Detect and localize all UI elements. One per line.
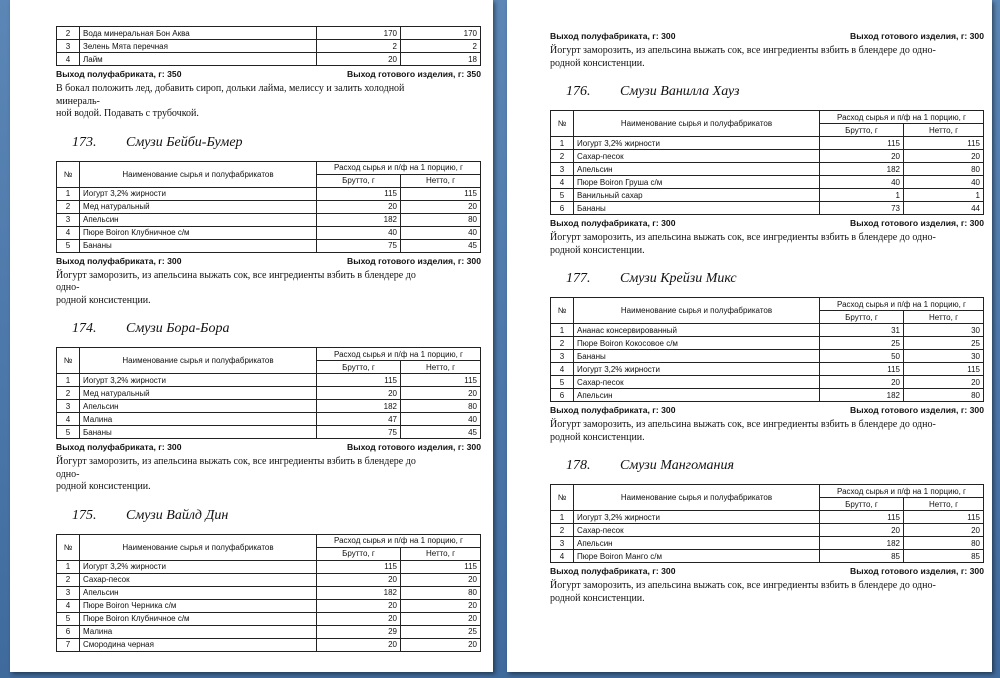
recipe-name: Смузи Бора-Бора [126,321,230,336]
ingredient-name: Апельсин [574,537,820,550]
table-row [57,187,481,200]
ingredient-name: Пюре Boiron Клубничное с/м [80,612,317,625]
gross-value: 115 [819,511,903,524]
recipe-name: Смузи Вайлд Дин [126,507,229,523]
row-number: 2 [57,27,80,40]
net-value: 20 [400,387,480,400]
yield-semi: Выход полуфабриката, г: 300 [550,405,676,415]
row-number: 4 [57,53,80,66]
header-gross: Брутто, г [819,311,903,324]
yield-semi: Выход полуфабриката, г: 300 [56,442,182,452]
yield-final: Выход готового изделия, г: 300 [850,405,984,415]
header-usage: Расход сырья и п/ф на 1 порцию, г [819,485,983,498]
table-row [551,550,984,563]
ingredient-name: Сахар-песок [574,150,820,163]
gross-value: 29 [316,625,400,638]
net-value: 80 [400,213,480,226]
gross-value: 1 [819,189,903,202]
row-number: 4 [57,226,80,239]
gross-value: 170 [317,27,401,40]
table-header-row [551,298,984,311]
table-row [57,374,481,387]
ingredient-name: Пюре Boiron Манго с/м [574,550,820,563]
preparation-line: Йогурт заморозить, из апельсина выжать сок, все ингредиенты взбить в блендере до одно- [550,232,936,243]
preparation-text [550,45,944,70]
table-row [57,426,481,439]
table-row [57,599,481,612]
recipe-number: 177. [566,271,591,286]
table-row [551,337,984,350]
row-number: 6 [551,389,574,402]
ingredient-name: Бананы [80,239,317,252]
ingredient-name: Мед натуральный [80,387,317,400]
recipe-number: 173. [72,134,97,150]
gross-value: 115 [316,560,400,573]
net-value: 115 [903,363,983,376]
recipe-name: Смузи Ванилла Хауз [620,84,740,99]
ingredients-table [56,534,481,652]
preparation-line: ной водой. Подавать с трубочкой. [56,108,199,119]
header-name: Наименование сырья и полуфабрикатов [80,161,317,187]
header-usage: Расход сырья и п/ф на 1 порцию, г [819,298,983,311]
recipe-title [566,458,984,474]
document-page-left [10,0,493,672]
row-number: 3 [551,163,574,176]
table-row [57,27,481,40]
preparation-line: Йогурт заморозить, из апельсина выжать сок, все ингредиенты взбить в блендере до одно- [550,580,936,591]
ingredients-table [56,161,481,253]
row-number: 6 [551,202,574,215]
table-header-row [551,111,984,124]
table-row [551,363,984,376]
table-header-row [551,485,984,498]
ingredients-table [550,484,984,563]
ingredient-name: Смородина черная [80,638,317,651]
table-row [551,163,984,176]
net-value: 20 [400,599,480,612]
recipe-name: Смузи Мангомания [620,458,734,473]
ingredient-name: Иогурт 3,2% жирности [574,137,820,150]
gross-value: 182 [316,213,400,226]
ingredient-name: Лайм [80,53,317,66]
table-row [551,324,984,337]
header-no: № [551,298,574,324]
yield-line [550,31,984,41]
gross-value: 40 [819,176,903,189]
net-value: 1 [903,189,983,202]
yield-line [550,566,984,576]
net-value: 25 [400,625,480,638]
net-value: 25 [903,337,983,350]
net-value: 20 [903,524,983,537]
ingredient-name: Мед натуральный [80,200,317,213]
header-no: № [57,348,80,374]
table-row [57,400,481,413]
row-number: 1 [57,560,80,573]
ingredient-name: Ананас консервированный [574,324,820,337]
preparation-line: родной консистенции. [550,592,645,604]
row-number: 7 [57,638,80,651]
row-number: 2 [57,573,80,586]
yield-final: Выход готового изделия, г: 300 [850,566,984,576]
net-value: 18 [401,53,481,66]
ingredient-name: Иогурт 3,2% жирности [80,560,317,573]
gross-value: 115 [316,187,400,200]
header-name: Наименование сырья и полуфабрикатов [80,348,317,374]
ingredients-table [56,347,481,439]
gross-value: 182 [316,400,400,413]
table-row [57,239,481,252]
net-value: 85 [903,550,983,563]
net-value: 44 [903,202,983,215]
row-number: 4 [551,363,574,376]
preparation-line: Йогурт заморозить, из апельсина выжать сок, все ингредиенты взбить в блендере до одно- [56,269,416,293]
gross-value: 73 [819,202,903,215]
table-row [551,150,984,163]
gross-value: 182 [819,537,903,550]
ingredients-table [550,297,984,402]
gross-value: 31 [819,324,903,337]
ingredient-name: Пюре Boiron Черника с/м [80,599,317,612]
gross-value: 20 [316,612,400,625]
yield-final: Выход готового изделия, г: 300 [347,255,481,266]
row-number: 3 [57,586,80,599]
row-number: 3 [57,400,80,413]
yield-final: Выход готового изделия, г: 350 [347,69,481,79]
net-value: 20 [400,638,480,651]
ingredient-name: Малина [80,413,317,426]
row-number: 4 [57,599,80,612]
table-row [57,53,481,66]
row-number: 3 [57,213,80,226]
table-header-row [57,161,481,174]
yield-line [550,405,984,415]
recipe-section [550,458,984,605]
gross-value: 182 [316,586,400,599]
net-value: 40 [400,226,480,239]
ingredient-name: Зелень Мята перечная [80,40,317,53]
table-row [57,413,481,426]
gross-value: 20 [819,376,903,389]
net-value: 80 [903,389,983,402]
net-value: 115 [903,137,983,150]
preparation-line: В бокал положить лед, добавить сироп, дольки лайма, мелиссу и залить холодной минераль- [56,83,405,107]
yield-semi: Выход полуфабриката, г: 300 [550,218,676,228]
document-page-right [507,0,992,672]
table-row [551,137,984,150]
preparation-line: родной консистенции. [56,294,151,306]
header-gross: Брутто, г [316,174,400,187]
net-value: 20 [903,376,983,389]
gross-value: 20 [317,53,401,66]
net-value: 80 [903,163,983,176]
preparation-line: Йогурт заморозить, из апельсина выжать сок, все ингредиенты взбить в блендере до одно- [550,419,936,430]
recipe-title [566,271,984,287]
ingredient-name: Пюре Boiron Кокосовое с/м [574,337,820,350]
header-gross: Брутто, г [316,547,400,560]
recipe-name: Смузи Крейзи Микс [620,271,737,286]
recipe-section [550,271,984,444]
gross-value: 182 [819,163,903,176]
row-number: 4 [551,176,574,189]
row-number: 1 [551,324,574,337]
ingredient-name: Сахар-песок [574,376,820,389]
ingredient-name: Иогурт 3,2% жирности [80,374,317,387]
gross-value: 115 [819,137,903,150]
yield-semi: Выход полуфабриката, г: 300 [56,255,182,266]
header-no: № [551,485,574,511]
table-row [551,389,984,402]
row-number: 2 [57,200,80,213]
recipe-number: 174. [72,321,97,336]
yield-line [550,218,984,228]
ingredient-name: Сахар-песок [574,524,820,537]
header-net: Нетто, г [400,547,480,560]
header-net: Нетто, г [903,311,983,324]
ingredient-name: Сахар-песок [80,573,317,586]
row-number: 3 [551,537,574,550]
gross-value: 20 [819,150,903,163]
table-row [57,226,481,239]
gross-value: 85 [819,550,903,563]
recipe-title [72,135,481,151]
yield-final: Выход готового изделия, г: 300 [347,442,481,452]
row-number: 1 [57,374,80,387]
table-row [57,200,481,213]
net-value: 40 [400,413,480,426]
gross-value: 115 [316,374,400,387]
ingredient-name: Бананы [574,350,820,363]
net-value: 170 [401,27,481,40]
table-row [551,537,984,550]
page-content-right [550,28,984,605]
table-row [551,189,984,202]
yield-line [56,256,481,266]
row-number: 1 [57,187,80,200]
header-name: Наименование сырья и полуфабрикатов [574,485,820,511]
ingredient-name: Апельсин [80,213,317,226]
net-value: 20 [400,612,480,625]
ingredient-name: Вода минеральная Бон Аква [80,27,317,40]
gross-value: 75 [316,426,400,439]
net-value: 45 [400,426,480,439]
table-row [57,213,481,226]
header-no: № [57,534,80,560]
gross-value: 75 [316,239,400,252]
header-usage: Расход сырья и п/ф на 1 порцию, г [316,161,480,174]
preparation-line: родной консистенции. [56,481,151,492]
header-name: Наименование сырья и полуфабрикатов [80,534,317,560]
table-row [551,350,984,363]
header-gross: Брутто, г [316,361,400,374]
yield-line [56,69,481,79]
preparation-text [550,419,944,444]
recipe-title [566,84,984,100]
ingredient-name: Апельсин [574,163,820,176]
gross-value: 47 [316,413,400,426]
net-value: 80 [400,586,480,599]
table-header-row [57,348,481,361]
yield-line [56,442,481,452]
preparation-line: Йогурт заморозить, из апельсина выжать сок, все ингредиенты взбить в блендере до одно- [550,45,936,56]
header-name: Наименование сырья и полуфабрикатов [574,111,820,137]
header-net: Нетто, г [903,124,983,137]
header-net: Нетто, г [400,174,480,187]
ingredient-name: Апельсин [80,586,317,599]
recipe-title [72,508,481,524]
table-row [551,176,984,189]
ingredient-name: Ванильный сахар [574,189,820,202]
gross-value: 20 [316,200,400,213]
net-value: 115 [400,374,480,387]
gross-value: 2 [317,40,401,53]
gross-value: 40 [316,226,400,239]
ingredient-name: Апельсин [80,400,317,413]
net-value: 80 [903,537,983,550]
row-number: 4 [551,550,574,563]
net-value: 30 [903,324,983,337]
preparation-text [550,580,944,605]
row-number: 2 [551,524,574,537]
table-row [551,511,984,524]
row-number: 5 [551,376,574,389]
recipe-section [56,321,481,494]
ingredient-name: Иогурт 3,2% жирности [574,511,820,524]
net-value: 2 [401,40,481,53]
row-number: 5 [57,426,80,439]
gross-value: 20 [316,638,400,651]
gross-value: 50 [819,350,903,363]
recipe-title [72,321,481,337]
table-row [57,560,481,573]
ingredient-name: Малина [80,625,317,638]
yield-final: Выход готового изделия, г: 300 [850,31,984,41]
ingredient-name: Бананы [574,202,820,215]
row-number: 5 [551,189,574,202]
net-value: 45 [400,239,480,252]
gross-value: 20 [316,387,400,400]
row-number: 1 [551,137,574,150]
header-net: Нетто, г [400,361,480,374]
header-gross: Брутто, г [819,498,903,511]
row-number: 4 [57,413,80,426]
recipe-number: 176. [566,84,591,99]
net-value: 20 [400,200,480,213]
row-number: 5 [57,239,80,252]
row-number: 2 [57,387,80,400]
table-row [57,638,481,651]
table-row [57,586,481,599]
preparation-line: родной консистенции. [550,431,645,443]
recipe-section [550,84,984,257]
ingredient-name: Иогурт 3,2% жирности [80,187,317,200]
yield-semi: Выход полуфабриката, г: 350 [56,69,182,79]
yield-final: Выход готового изделия, г: 300 [850,218,984,228]
net-value: 115 [400,560,480,573]
table-row [57,625,481,638]
row-number: 2 [551,150,574,163]
yield-semi: Выход полуфабриката, г: 300 [550,31,676,41]
net-value: 115 [400,187,480,200]
preparation-text [56,456,441,494]
row-number: 3 [551,350,574,363]
net-value: 20 [400,573,480,586]
header-usage: Расход сырья и п/ф на 1 порцию, г [819,111,983,124]
net-value: 40 [903,176,983,189]
table-row [551,376,984,389]
table-row [57,387,481,400]
ingredients-table [56,26,481,66]
preparation-text [550,232,944,257]
preparation-line: Йогурт заморозить, из апельсина выжать сок, все ингредиенты взбить в блендере до одно- [56,456,416,480]
ingredient-name: Пюре Boiron Клубничное с/м [80,226,317,239]
net-value: 80 [400,400,480,413]
yield-semi: Выход полуфабриката, г: 300 [550,566,676,576]
recipe-section [56,508,481,652]
net-value: 30 [903,350,983,363]
preparation-text [56,270,441,308]
header-no: № [551,111,574,137]
ingredient-name: Пюре Boiron Груша с/м [574,176,820,189]
ingredients-table [550,110,984,215]
page-content-left [56,26,481,652]
gross-value: 115 [819,363,903,376]
header-net: Нетто, г [903,498,983,511]
header-usage: Расход сырья и п/ф на 1 порцию, г [316,348,480,361]
table-row [57,612,481,625]
table-header-row [57,534,481,547]
row-number: 1 [551,511,574,524]
recipe-number: 175. [72,507,97,523]
ingredient-name: Иогурт 3,2% жирности [574,363,820,376]
net-value: 115 [903,511,983,524]
table-row [551,202,984,215]
gross-value: 182 [819,389,903,402]
header-no: № [57,161,80,187]
table-row [57,573,481,586]
header-usage: Расход сырья и п/ф на 1 порцию, г [316,534,480,547]
row-number: 2 [551,337,574,350]
preparation-line: родной консистенции. [550,244,645,256]
row-number: 3 [57,40,80,53]
gross-value: 20 [316,599,400,612]
table-row [57,40,481,53]
header-gross: Брутто, г [819,124,903,137]
preparation-line: родной консистенции. [550,57,645,69]
net-value: 20 [903,150,983,163]
gross-value: 25 [819,337,903,350]
row-number: 5 [57,612,80,625]
recipe-section [56,135,481,308]
recipe-section [56,26,481,121]
ingredient-name: Апельсин [574,389,820,402]
ingredient-name: Бананы [80,426,317,439]
gross-value: 20 [316,573,400,586]
recipe-number: 178. [566,458,591,473]
recipe-section [550,31,984,70]
row-number: 6 [57,625,80,638]
table-row [551,524,984,537]
recipe-name: Смузи Бейби-Бумер [126,134,243,150]
preparation-text [56,83,441,121]
header-name: Наименование сырья и полуфабрикатов [574,298,820,324]
gross-value: 20 [819,524,903,537]
